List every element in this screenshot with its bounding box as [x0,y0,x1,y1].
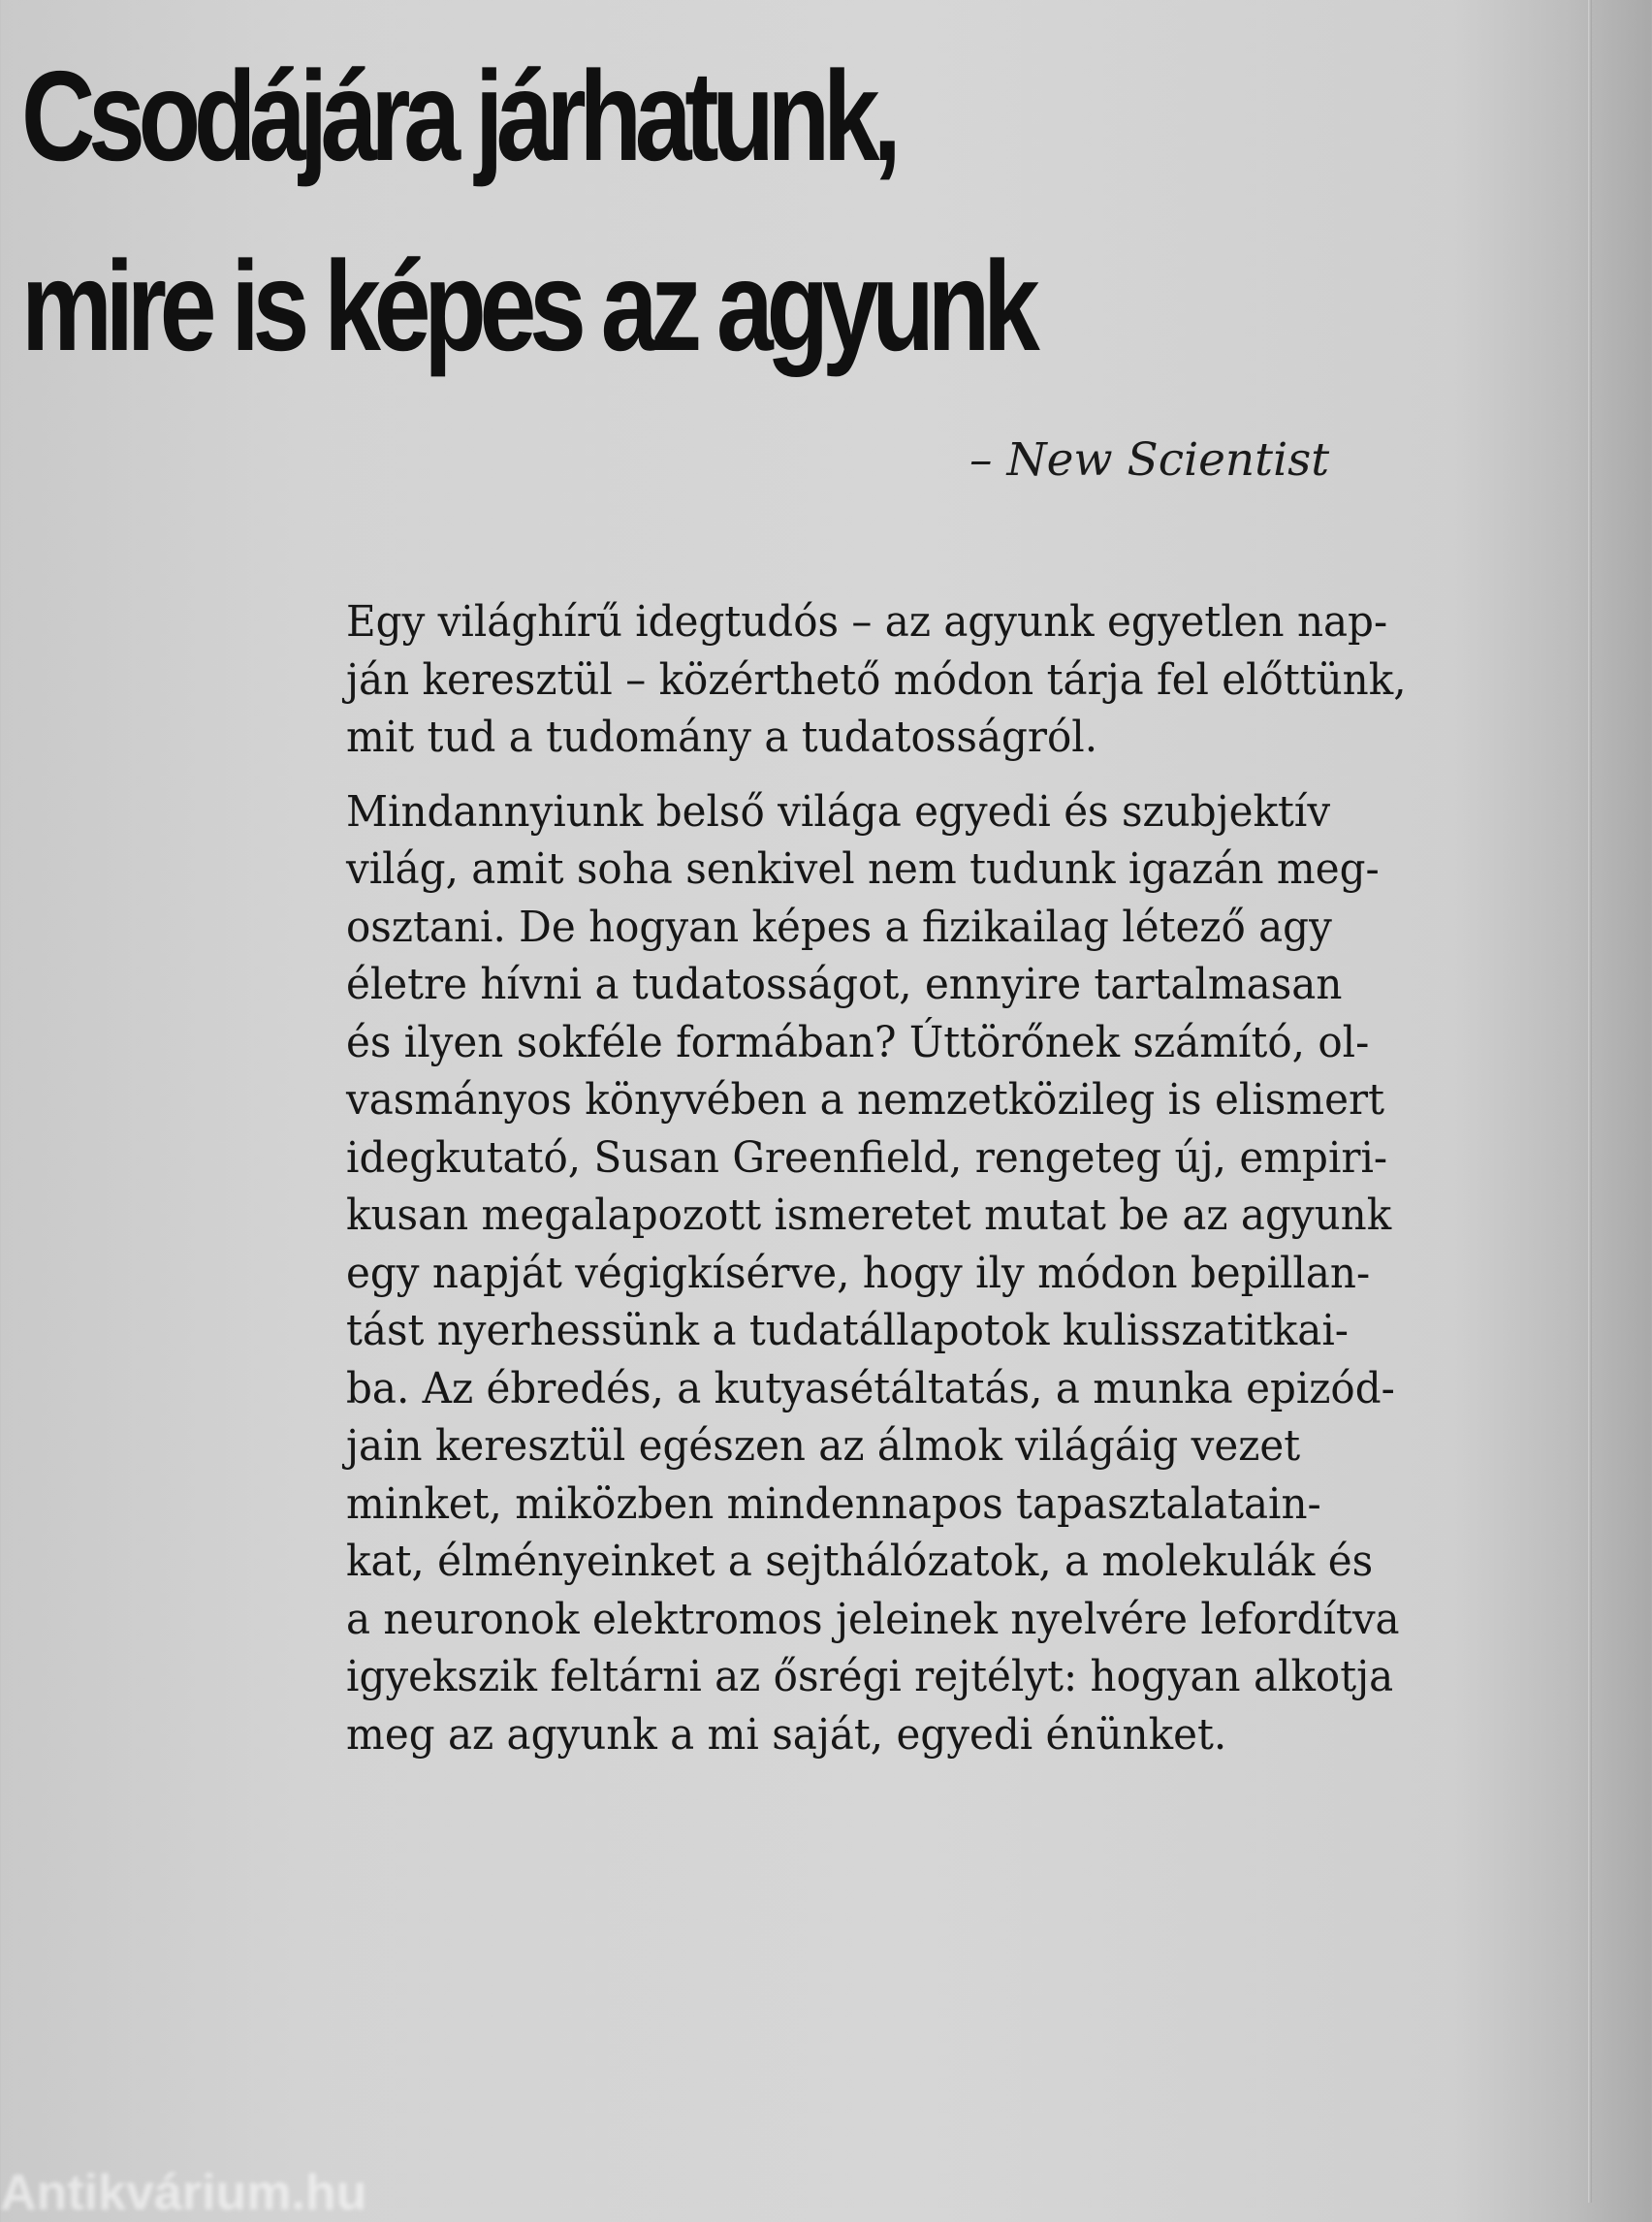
text-line: és ilyen sokféle formában? Úttörőnek számító, ol- [346,1017,1370,1067]
watermark: Antikvárium.hu [0,2165,367,2221]
text-line: kat, élményeinket a sejthálózatok, a molekulák és [346,1537,1374,1586]
text-line: ba. Az ébredés, a kutyasétáltatás, a munka epizód- [346,1363,1395,1413]
text-line: a neuronok elektromos jeleinek nyelvére lefordítva [346,1594,1400,1644]
text-line: jain keresztül egészen az álmok világáig vezet [346,1421,1301,1471]
headline-line-1: Csodájára járhatunk, [21,45,895,187]
paragraph-1 [346,593,1512,767]
headline [21,21,1107,401]
text-line: egy napját végigkísérve, hogy ily módon bepillan- [346,1248,1371,1298]
text-line: tást nyerhessünk a tudatállapotok kulisszatitkai- [346,1306,1349,1355]
text-line: minket, miközben mindennapos tapasztalatain- [346,1478,1321,1529]
text-line: vasmányos könyvében a nemzetközileg is elismert [346,1075,1384,1125]
text-line: ján keresztül – közérthető módon tárja fel előttünk, [346,654,1407,705]
text-line: meg az agyunk a mi saját, egyedi énünket. [346,1709,1227,1760]
text-line: Egy világhírű idegtudós – az agyunk egyetlen nap- [346,597,1388,647]
text-line: mit tud a tudomány a tudatosságról. [346,713,1098,762]
text-line: kusan megalapozott ismeretet mutat be az agyunk [346,1190,1392,1240]
blurb-text [346,593,1512,1763]
text-line: Mindannyiunk belső világa egyedi és szubjektív [346,786,1331,837]
text-line: világ, amit soha senkivel nem tudunk igazán meg- [346,844,1380,894]
quote-attribution: – New Scientist [969,433,1330,487]
text-line: osztani. De hogyan képes a fizikailag létező agy [346,902,1332,952]
page-edge-shadow [1588,0,1592,2203]
text-line: életre hívni a tudatosságot, ennyire tartalmasan [346,960,1343,1009]
text-line: idegkutató, Susan Greenfield, rengeteg új, empiri- [346,1132,1388,1183]
headline-line-2: mire is képes az agyunk [21,235,1033,377]
text-line: igyekszik feltárni az ősrégi rejtélyt: hogyan alkotja [346,1652,1394,1701]
paragraph-2 [346,783,1512,1764]
